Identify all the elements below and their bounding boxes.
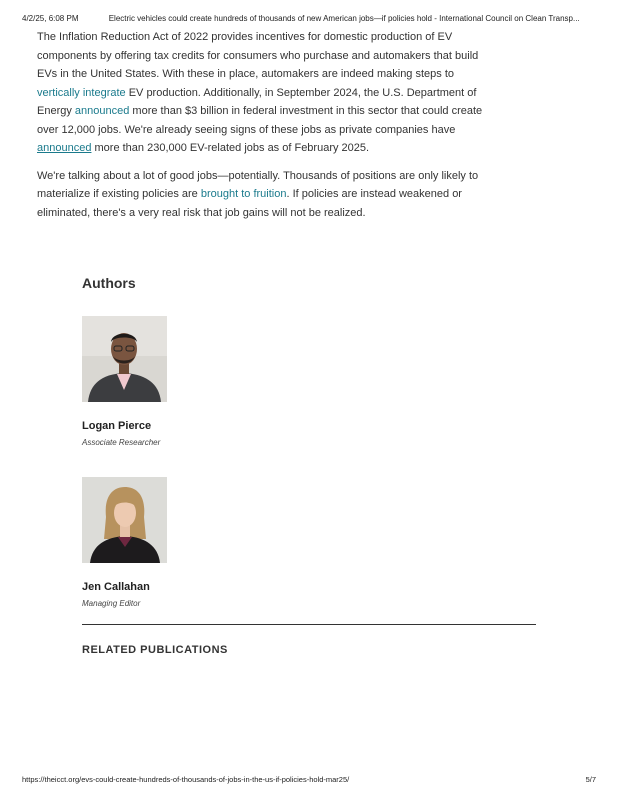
authors-heading: Authors bbox=[82, 275, 136, 291]
paragraph-text: We're talking about a lot of good jobs—potentially. Thousands of positions are only likely to materialize if existing policies are bbox=[37, 169, 479, 200]
author-card bbox=[82, 316, 167, 447]
paragraph-text: EV production. Additionally, in September 2024, the U.S. Department of Energy bbox=[37, 86, 477, 117]
author-name[interactable]: Jen Callahan bbox=[82, 581, 150, 593]
print-datetime: 4/2/25, 6:08 PM bbox=[22, 14, 79, 23]
author-card bbox=[82, 477, 167, 608]
paragraph-text: The Inflation Reduction Act of 2022 provides incentives for domestic production of EV components by offering tax credits for consumers who purchase and automakers that build EVs in the United States. With these in place, automakers are indeed making steps to bbox=[37, 31, 479, 80]
section-divider bbox=[82, 624, 536, 625]
doe-announced-link[interactable]: announced bbox=[74, 105, 130, 117]
article-paragraph bbox=[37, 28, 487, 158]
article-paragraph bbox=[37, 167, 487, 223]
print-url: https://theicct.org/evs-could-create-hundreds-of-thousands-of-jobs-in-the-us-if-policies-hold-mar25/ bbox=[22, 775, 350, 784]
vertically-integrate-link[interactable]: vertically integrate bbox=[37, 86, 126, 99]
author-photo-jen-callahan[interactable] bbox=[82, 477, 167, 563]
paragraph-text: more than 230,000 EV-related jobs as of February 2025. bbox=[91, 142, 370, 154]
author-photo-logan-pierce[interactable] bbox=[82, 316, 167, 402]
brought-to-fruition-link[interactable]: brought to fruition bbox=[200, 188, 287, 200]
paragraph-text: . If policies are instead weakened or eliminated, there's a very real risk that job gains will not be realized. bbox=[37, 188, 462, 219]
paragraph-text: more than $3 billion in federal investment in this sector that could create over 12,000 jobs. We're already seeing signs of these jobs as private companies have bbox=[37, 105, 483, 136]
companies-announced-link[interactable]: announced bbox=[37, 142, 92, 154]
article-body bbox=[37, 28, 487, 231]
author-role: Managing Editor bbox=[82, 599, 141, 608]
print-footer bbox=[22, 775, 596, 784]
author-role: Associate Researcher bbox=[82, 438, 161, 447]
author-name[interactable]: Logan Pierce bbox=[82, 420, 152, 432]
print-page-number: 5/7 bbox=[585, 775, 596, 784]
print-page-title: Electric vehicles could create hundreds of thousands of new American jobs—if policies hold - International Council on Clean Transp... bbox=[108, 14, 580, 23]
print-header bbox=[22, 14, 596, 23]
related-publications-heading: RELATED PUBLICATIONS bbox=[82, 644, 228, 656]
